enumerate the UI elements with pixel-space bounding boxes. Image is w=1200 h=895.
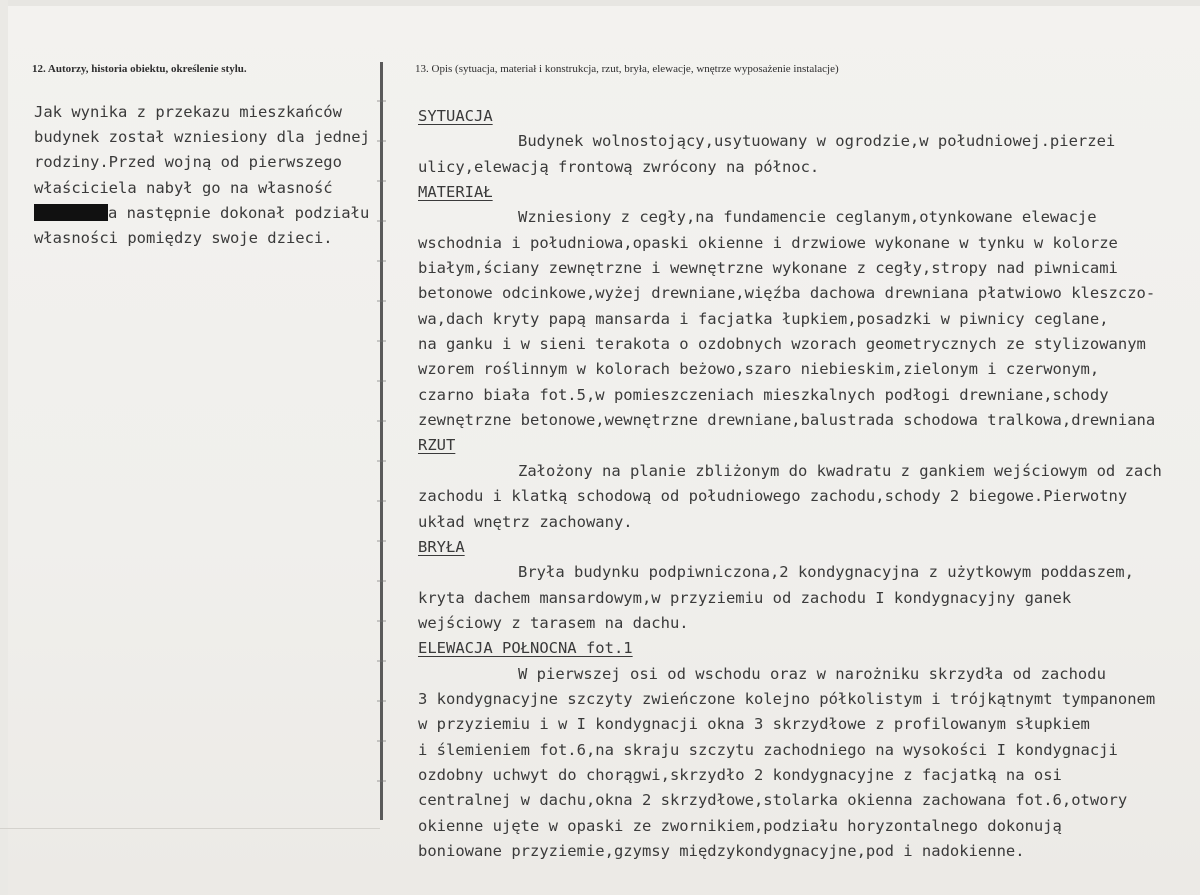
section-heading: ELEWACJA POŁNOCNA fot.1 <box>418 639 633 658</box>
section-heading-line <box>418 636 1200 661</box>
section-text-line: ulicy,elewacją frontową zwrócony na północ. <box>418 157 820 176</box>
section-heading: RZUT <box>418 436 456 455</box>
section-text-line: 3 kondygnacyjne szczyty zwieńczone kolejno półkolistym i trójkątnymt tympanonem <box>418 689 1156 708</box>
section-heading-line <box>418 433 1200 458</box>
section-text-line: zewnętrzne betonowe,wewnętrzne drewniane,balustrada schodowa tralkowa,drewniana <box>418 411 1156 430</box>
section-text-line: wa,dach kryty papą mansarda i facjatka łupkiem,posadzki w piwnicy ceglane, <box>418 309 1109 328</box>
history-line-text: a następnie dokonał podziału <box>108 203 370 222</box>
section-text-line: okienne ujęte w opaski ze zwornikiem,podziału horyzontalnego dokonują <box>418 816 1062 835</box>
section-text-line: i ślemieniem fot.6,na skraju szczytu zachodniego na wysokości I kondygnacji <box>418 740 1118 759</box>
section-heading: BRYŁA <box>418 537 465 556</box>
section-text-line: w przyziemiu i w I kondygnacji okna 3 skrzydłowe z profilowanym słupkiem <box>418 715 1090 734</box>
history-line: właściciela nabył go na własność <box>34 178 333 197</box>
section-text-line: Bryła budynku podpiwniczona,2 kondygnacyjna z użytkowym poddaszem, <box>518 563 1134 582</box>
section-text-line: wejściowy z tarasem na dachu. <box>418 613 689 632</box>
section-text-line: ozdobny uchwyt do chorągwi,skrzydło 2 kondygnacyjne z facjatką na osi <box>418 765 1062 784</box>
paper-fold-line <box>0 828 380 829</box>
section-text-line: układ wnętrz zachowany. <box>418 512 633 531</box>
section-text-line: wzorem roślinnym w kolorach beżowo,szaro niebieskim,zielonym i czerwonym, <box>418 360 1100 379</box>
history-column <box>34 100 379 251</box>
section-heading: MATERIAŁ <box>418 183 493 202</box>
section-text-line: Budynek wolnostojący,usytuowany w ogrodzie,w południowej.pierzei <box>518 132 1116 151</box>
section-text-line: Wzniesiony z cegły,na fundamencie ceglanym,otynkowane elewacje <box>518 208 1097 227</box>
history-line: budynek został wzniesiony dla jednej <box>34 128 370 147</box>
section-text-line: centralnej w dachu,okna 2 skrzydłowe,stolarka okienna zachowana fot.6,otwory <box>418 791 1128 810</box>
section-text-line: betonowe odcinkowe,wyżej drewniane,więźba dachowa drewniana płatwiowo kleszczo- <box>418 284 1156 303</box>
history-line: Jak wynika z przekazu mieszkańców <box>34 103 342 121</box>
section-text-line: białym,ściany zewnętrzne i wewnętrzne wykonane z cegły,stropy nad piwnicami <box>418 259 1118 278</box>
section-text-line: zachodu i klatką schodową od południowego zachodu,schody 2 biegowe.Pierwotny <box>418 487 1128 506</box>
section-heading-line <box>418 104 1200 129</box>
section-heading-line <box>418 180 1200 205</box>
history-line: własności pomiędzy swoje dzieci. <box>34 228 333 247</box>
history-line <box>34 201 379 226</box>
history-line: rodziny.Przed wojną od pierwszego <box>34 153 342 172</box>
field-13-header: 13. Opis (sytuacja, materiał i konstrukcja, rzut, bryła, elewacje, wnętrze wyposażenie instalacje) <box>415 63 839 75</box>
section-text-line: W pierwszej osi od wschodu oraz w narożniku skrzydła od zachodu <box>518 664 1106 683</box>
section-text-line: na ganku i w sieni terakota o ozdobnych wzorach geometrycznych ze stylizowanym <box>418 335 1146 354</box>
section-text-line: czarno biała fot.5,w pomieszczeniach mieszkalnych podłogi drewniane,schody <box>418 385 1109 404</box>
section-text-line: boniowane przyziemie,gzymsy międzykondygnacyjne,pod i nadokienne. <box>418 841 1025 860</box>
section-heading-line <box>418 535 1200 560</box>
section-heading: SYTUACJA <box>418 107 493 125</box>
section-text-line: wschodnia i południowa,opaski okienne i drzwiowe wykonane w tynku w kolorze <box>418 233 1118 252</box>
paper-left-edge <box>0 0 8 895</box>
redaction-bar <box>34 204 108 221</box>
section-text-line: kryta dachem mansardowym,w przyziemiu od zachodu I kondygnacyjny ganek <box>418 588 1072 607</box>
paper-top-edge <box>0 0 1200 6</box>
description-column <box>418 104 1200 864</box>
field-12-header: 12. Autorzy, historia obiektu, określenie stylu. <box>32 63 247 75</box>
section-text-line: Założony na planie zbliżonym do kwadratu z gankiem wejściowym od zach <box>518 461 1162 480</box>
